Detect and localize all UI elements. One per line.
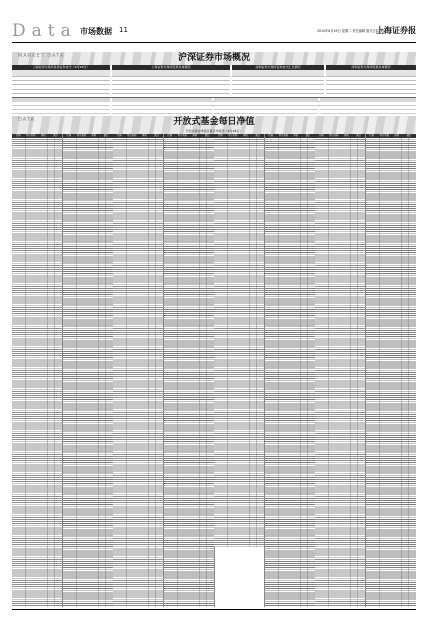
col-nav: 净值 [293, 134, 299, 137]
fund-column [63, 134, 114, 607]
col-code: 代码 [369, 134, 375, 137]
col-name: 基金名称 [328, 134, 339, 137]
newspaper-name: 上海证券报 [376, 25, 416, 35]
panel-heading: 深圳证券交易所股票总体情况 [326, 65, 416, 70]
page-footer [12, 609, 416, 618]
col-nav: 净值 [343, 134, 349, 137]
fund-rows [214, 138, 264, 547]
col-name: 基金名称 [25, 134, 36, 137]
col-acc: 累计 [53, 134, 59, 137]
market-banner-word: MARKET DATA [18, 53, 65, 59]
col-acc: 累计 [204, 134, 210, 137]
col-acc: 累计 [255, 134, 261, 137]
col-nav: 净值 [394, 134, 400, 137]
col-name: 基金名称 [379, 134, 390, 137]
strip-cell [112, 98, 212, 116]
fund-rows [12, 138, 62, 607]
col-name: 基金名称 [126, 134, 137, 137]
strip-cell [12, 98, 110, 116]
col-name: 基金名称 [278, 134, 289, 137]
fund-rows [113, 138, 163, 607]
strip-cell [214, 98, 318, 116]
fund-rows [63, 138, 113, 607]
fund-column [366, 134, 416, 607]
fund-rows [265, 138, 315, 607]
fund-column [265, 134, 316, 607]
col-acc: 累计 [154, 134, 160, 137]
brand-logo: Data [12, 21, 77, 41]
fund-subtitle: 开放式基金净值及累计净值表（6月28日） [185, 129, 243, 133]
page-number: 11 [119, 26, 128, 34]
col-name: 基金名称 [177, 134, 188, 137]
panel-heading: 上海证券交易所股票总体情况 [112, 65, 230, 70]
fund-column [214, 134, 265, 607]
col-code: 代码 [217, 134, 223, 137]
panel-heading: 上海证券交易所各类证券成交（6月28日） [12, 65, 110, 70]
index-strip [12, 97, 416, 116]
col-name: 基金名称 [227, 134, 238, 137]
col-name: 基金名称 [76, 134, 87, 137]
col-code: 代码 [66, 134, 72, 137]
col-acc: 累计 [103, 134, 109, 137]
col-code: 代码 [268, 134, 274, 137]
fund-rows [164, 138, 214, 607]
fund-table [12, 134, 416, 607]
col-nav: 净值 [242, 134, 248, 137]
strip-cell [320, 98, 416, 116]
fund-column [164, 134, 215, 607]
page-header [12, 22, 416, 43]
col-nav: 净值 [141, 134, 147, 137]
col-code: 代码 [15, 134, 21, 137]
fund-rows [366, 138, 416, 607]
col-nav: 净值 [192, 134, 198, 137]
col-nav: 净值 [91, 134, 97, 137]
fund-column [12, 134, 63, 607]
fund-column [315, 134, 366, 607]
market-title: 沪深证券市场概况 [177, 53, 250, 63]
fund-column [113, 134, 164, 607]
col-code: 代码 [318, 134, 324, 137]
panel-heading: 深圳证券交易所证券成交汇总情况 [232, 65, 324, 70]
col-code: 代码 [167, 134, 173, 137]
col-acc: 累计 [406, 134, 412, 137]
fund-title: 开放式基金每日净值 [173, 117, 255, 127]
fund-rows [315, 138, 365, 607]
col-nav: 净值 [40, 134, 46, 137]
col-code: 代码 [116, 134, 122, 137]
col-acc: 累计 [356, 134, 362, 137]
col-acc: 累计 [305, 134, 311, 137]
market-banner [12, 52, 416, 65]
dateline: 2010年6月29日 星期二 责任编辑 版式总监 美编 [317, 29, 387, 33]
fund-banner [12, 116, 416, 134]
section-title: 市场数据 [80, 26, 112, 36]
fund-banner-word: DATA [18, 117, 35, 123]
